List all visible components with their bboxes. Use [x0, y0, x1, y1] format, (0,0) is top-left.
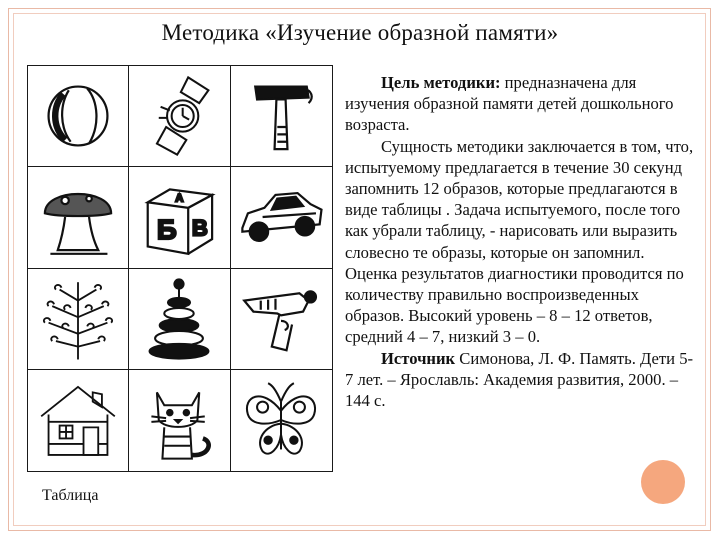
cell-kitten [129, 370, 230, 471]
butterfly-icon [235, 374, 327, 466]
block-letter-b: Б [157, 214, 178, 246]
cell-pyramid [129, 269, 230, 370]
cell-car [231, 167, 332, 268]
tree-icon [32, 273, 124, 365]
ball-icon [32, 70, 124, 162]
block-letter-a: А [175, 192, 184, 205]
description-text [345, 72, 700, 411]
cell-mushroom [28, 167, 129, 268]
cell-block [129, 167, 230, 268]
page-title: Методика «Изучение образной памяти» [161, 20, 559, 45]
cell-ball [28, 66, 129, 167]
wristwatch-icon [133, 70, 225, 162]
hammer-icon [235, 70, 327, 162]
car-icon [235, 171, 327, 263]
source-label: Источник [381, 348, 456, 368]
table-caption: Таблица [42, 487, 99, 504]
cell-hammer [231, 66, 332, 167]
alphabet-block-icon [133, 171, 225, 263]
goal-text: предназначена для изучения образной памяти детей дошкольного возраста. [345, 73, 674, 135]
pyramid-toy-icon [133, 273, 225, 365]
goal-label: Цель методики: [381, 73, 501, 92]
cell-watch [129, 66, 230, 167]
toy-gun-icon [235, 273, 327, 365]
goal-paragraph [345, 72, 700, 136]
mushroom-icon [32, 171, 124, 263]
cell-gun [231, 269, 332, 370]
cell-butterfly [231, 370, 332, 471]
essence-paragraph: Сущность методики заключается в том, что, испытуемому предлагается в течение 30 секунд запомнить 12 образов, которые предлагаются в виде таблицы . Задача испытуемого, после того как убрали таблицу, - нарисовать или выразить словесно те образы, которые он запомнил. Оценка результатов диагностики проводится по количеству правильно воспроизведенных образов. Высокий уровень – 8 – 12 ответов, средний 4 – 7, низкий 3 – 0. [345, 136, 694, 347]
cell-tree [28, 269, 129, 370]
block-letter-v: В [192, 215, 209, 241]
house-icon [32, 374, 124, 466]
kitten-icon [133, 374, 225, 466]
cell-house [28, 370, 129, 471]
decorative-circle [641, 460, 685, 504]
source-paragraph [345, 348, 700, 412]
image-table [27, 65, 333, 472]
source-text: Симонова, Л. Ф. Память. Дети 5-7 лет. – Ярославль: Академия развития, 2000. – 144 с. [345, 348, 694, 411]
